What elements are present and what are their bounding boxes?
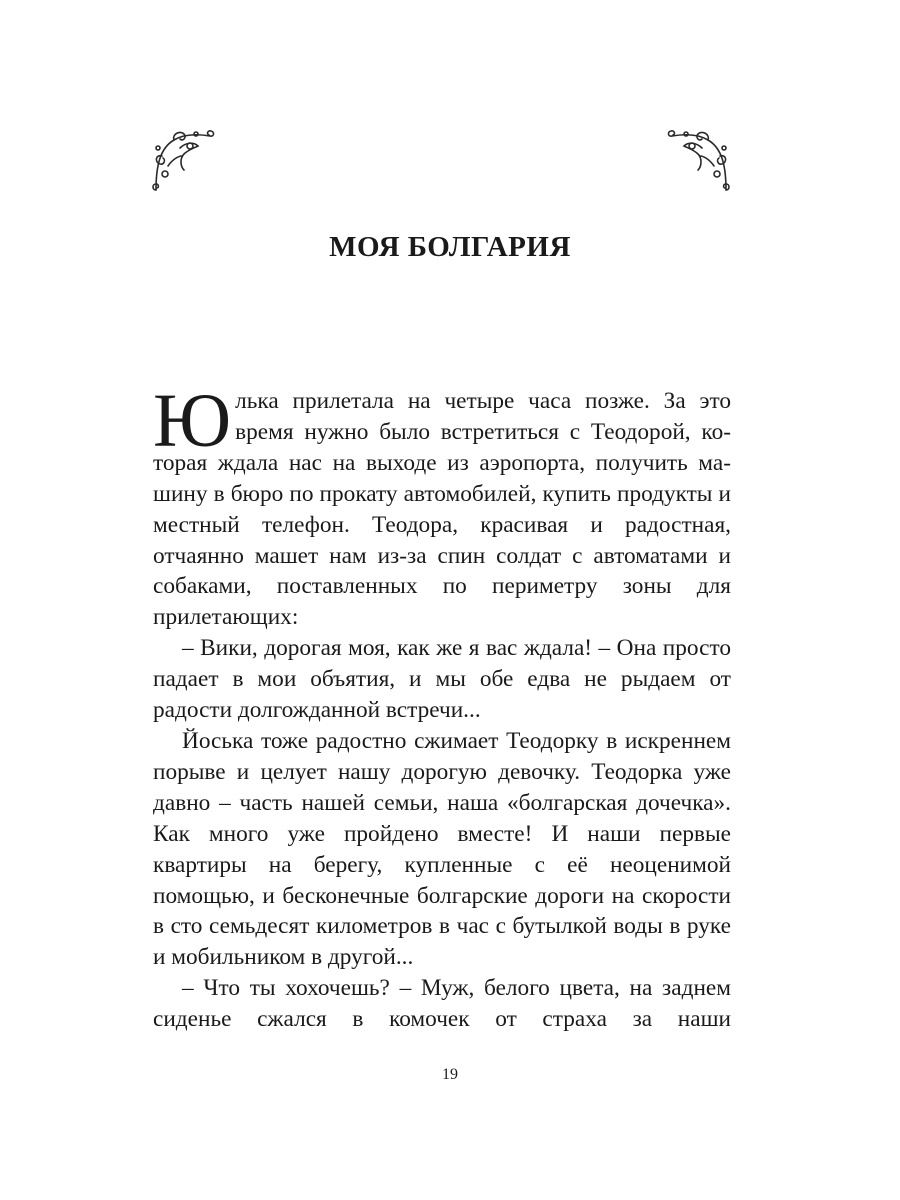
paragraph: – Что ты хохочешь? – Муж, белого цвета, на заднем сиденье сжался в комочек от страха за наши [153, 975, 731, 1033]
paragraph-text: лька прилетала на четыре часа позже. За это время нужно было встретиться с Теодорой, которая ждала нас на выходе из аэропорта, получить машину в бюро по прокату автомобилей, купить продукты и местный телефон. Теодора, красивая и радостная, отчаянно машет нам из-за спин солдат с автоматами и собаками, поставленных по периметру зоны для прилетающих: [153, 388, 731, 631]
paragraph: – Вики, дорогая моя, как же я вас ждала! – Она просто падает в мои объятия, и мы обе едва не рыдаем от радости долгожданной встречи... [153, 635, 731, 724]
paragraph: Йоська тоже радостно сжимает Теодорку в искреннем порыве и целует нашу дорогую девочку. Теодорка уже давно – часть нашей семьи, наша «болгарская дочечка». Как много уже пройдено вместе! И наши первые квартиры на берегу, купленные с её неоценимой помощью, и бесконечные болгарские дороги на скорости в сто семьдесят километров в час с бутылкой воды в руке и мобильником в другой... [153, 727, 731, 971]
body-text [153, 379, 731, 1035]
corner-flourish-left-icon [150, 126, 216, 194]
page-number: 19 [442, 1066, 458, 1083]
corner-flourish-right-icon [666, 126, 732, 194]
chapter-title: МОЯ БОЛГАРИЯ [329, 231, 571, 264]
drop-cap: Ю [153, 379, 232, 463]
paragraph-opening [153, 379, 731, 633]
